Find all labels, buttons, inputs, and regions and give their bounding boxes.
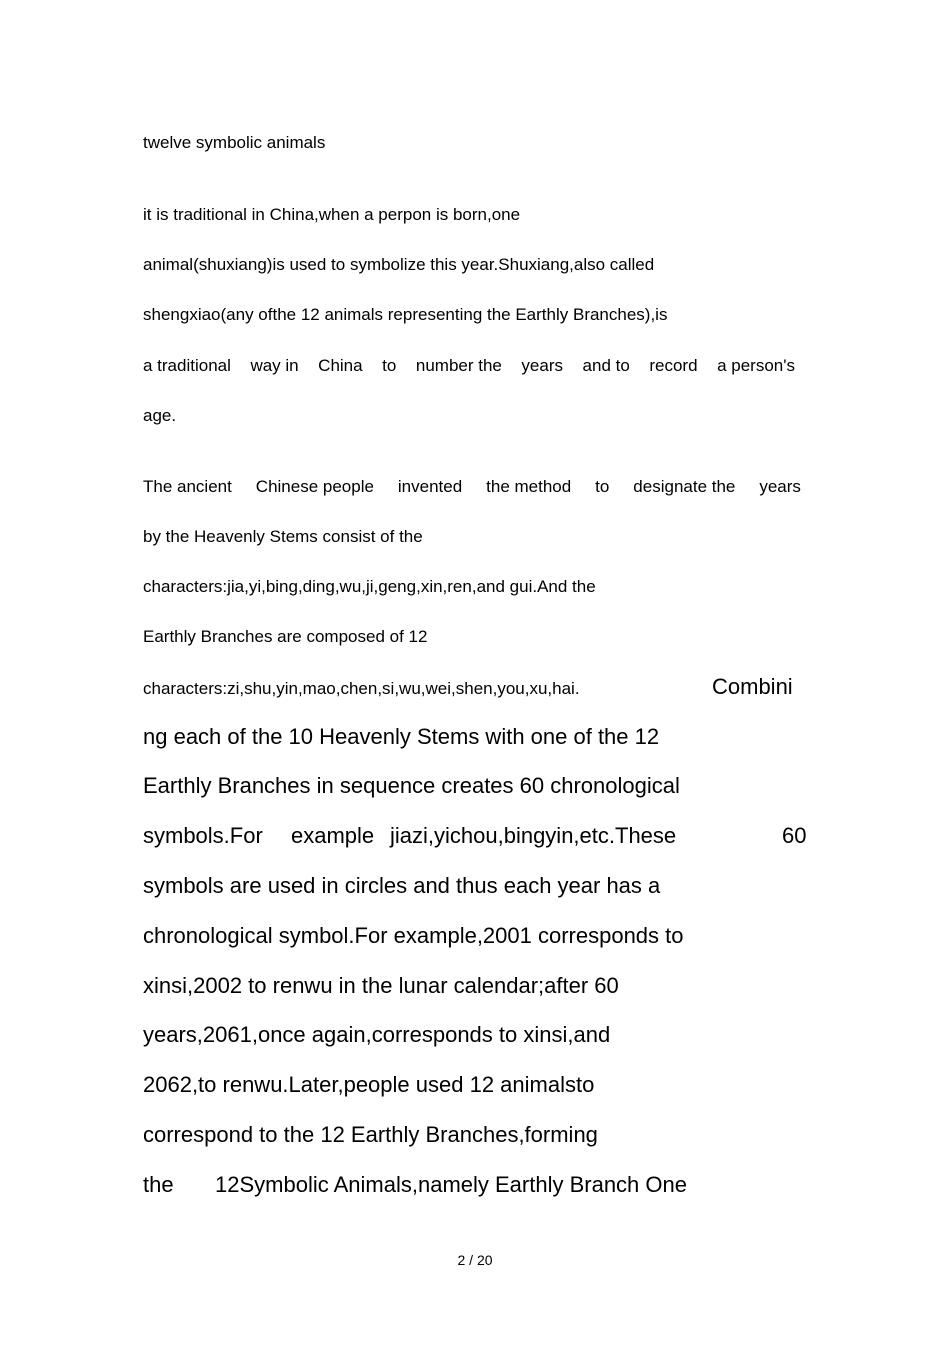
word: invented: [397, 477, 463, 496]
paragraph-line-justified: [143, 478, 801, 495]
paragraph-line: characters:jia,yi,bing,ding,wu,ji,geng,xin,ren,and gui.And the: [143, 577, 596, 596]
paragraph-line: Earthly Branches in sequence creates 60 chronological: [143, 773, 680, 798]
paragraph-line: animal(shuxiang)is used to symbolize this year.Shuxiang,also called: [143, 255, 655, 274]
paragraph-line: Earthly Branches are composed of 12: [143, 627, 428, 646]
paragraph-line: 2062,to renwu.Later,people used 12 animalsto: [143, 1072, 595, 1097]
word: symbols.For: [143, 823, 263, 848]
paragraph-line: ng each of the 10 Heavenly Stems with one of the 12: [143, 724, 660, 749]
paragraph-line: years,2061,once again,corresponds to xinsi,and: [143, 1022, 611, 1047]
paragraph-line: by the Heavenly Stems consist of the: [143, 527, 423, 546]
word: 60: [782, 823, 807, 848]
paragraph-line: it is traditional in China,when a perpon is born,one: [143, 205, 521, 224]
paragraph-line-fragment: 12Symbolic Animals,namely Earthly Branch One: [215, 1172, 687, 1197]
word: years: [759, 477, 801, 496]
word: years: [521, 356, 563, 375]
word: and to: [582, 356, 630, 375]
paragraph-line: shengxiao(any ofthe 12 animals representing the Earthly Branches),is: [143, 305, 668, 324]
word: jiazi,yichou,bingyin,etc.These: [390, 823, 677, 848]
word: The ancient: [143, 477, 232, 496]
word: to: [595, 477, 610, 496]
paragraph-line: xinsi,2002 to renwu in the lunar calendar;after 60: [143, 973, 619, 998]
paragraph-line: chronological symbol.For example,2001 corresponds to: [143, 923, 684, 948]
word: to: [382, 356, 397, 375]
paragraph-line-fragment: Combini: [712, 674, 793, 699]
paragraph-line: correspond to the 12 Earthly Branches,forming: [143, 1122, 598, 1147]
word: the: [143, 1172, 174, 1197]
word: number the: [415, 356, 502, 375]
word: record: [649, 356, 698, 375]
word: a traditional: [143, 356, 231, 375]
word: Chinese people: [255, 477, 374, 496]
paragraph-line: age.: [143, 406, 177, 425]
paragraph-line: characters:zi,shu,yin,mao,chen,si,wu,wei,shen,you,xu,hai.: [143, 679, 580, 698]
document-heading: twelve symbolic animals: [143, 133, 326, 152]
word: a person's: [717, 356, 795, 375]
word: the method: [486, 477, 572, 496]
paragraph-line: symbols are used in circles and thus each year has a: [143, 873, 661, 898]
word: China: [318, 356, 363, 375]
word: designate the: [633, 477, 736, 496]
paragraph-line-justified: [143, 357, 795, 374]
word: example: [291, 823, 375, 848]
word: way in: [250, 356, 299, 375]
page-number: 2 / 20: [457, 1252, 493, 1268]
